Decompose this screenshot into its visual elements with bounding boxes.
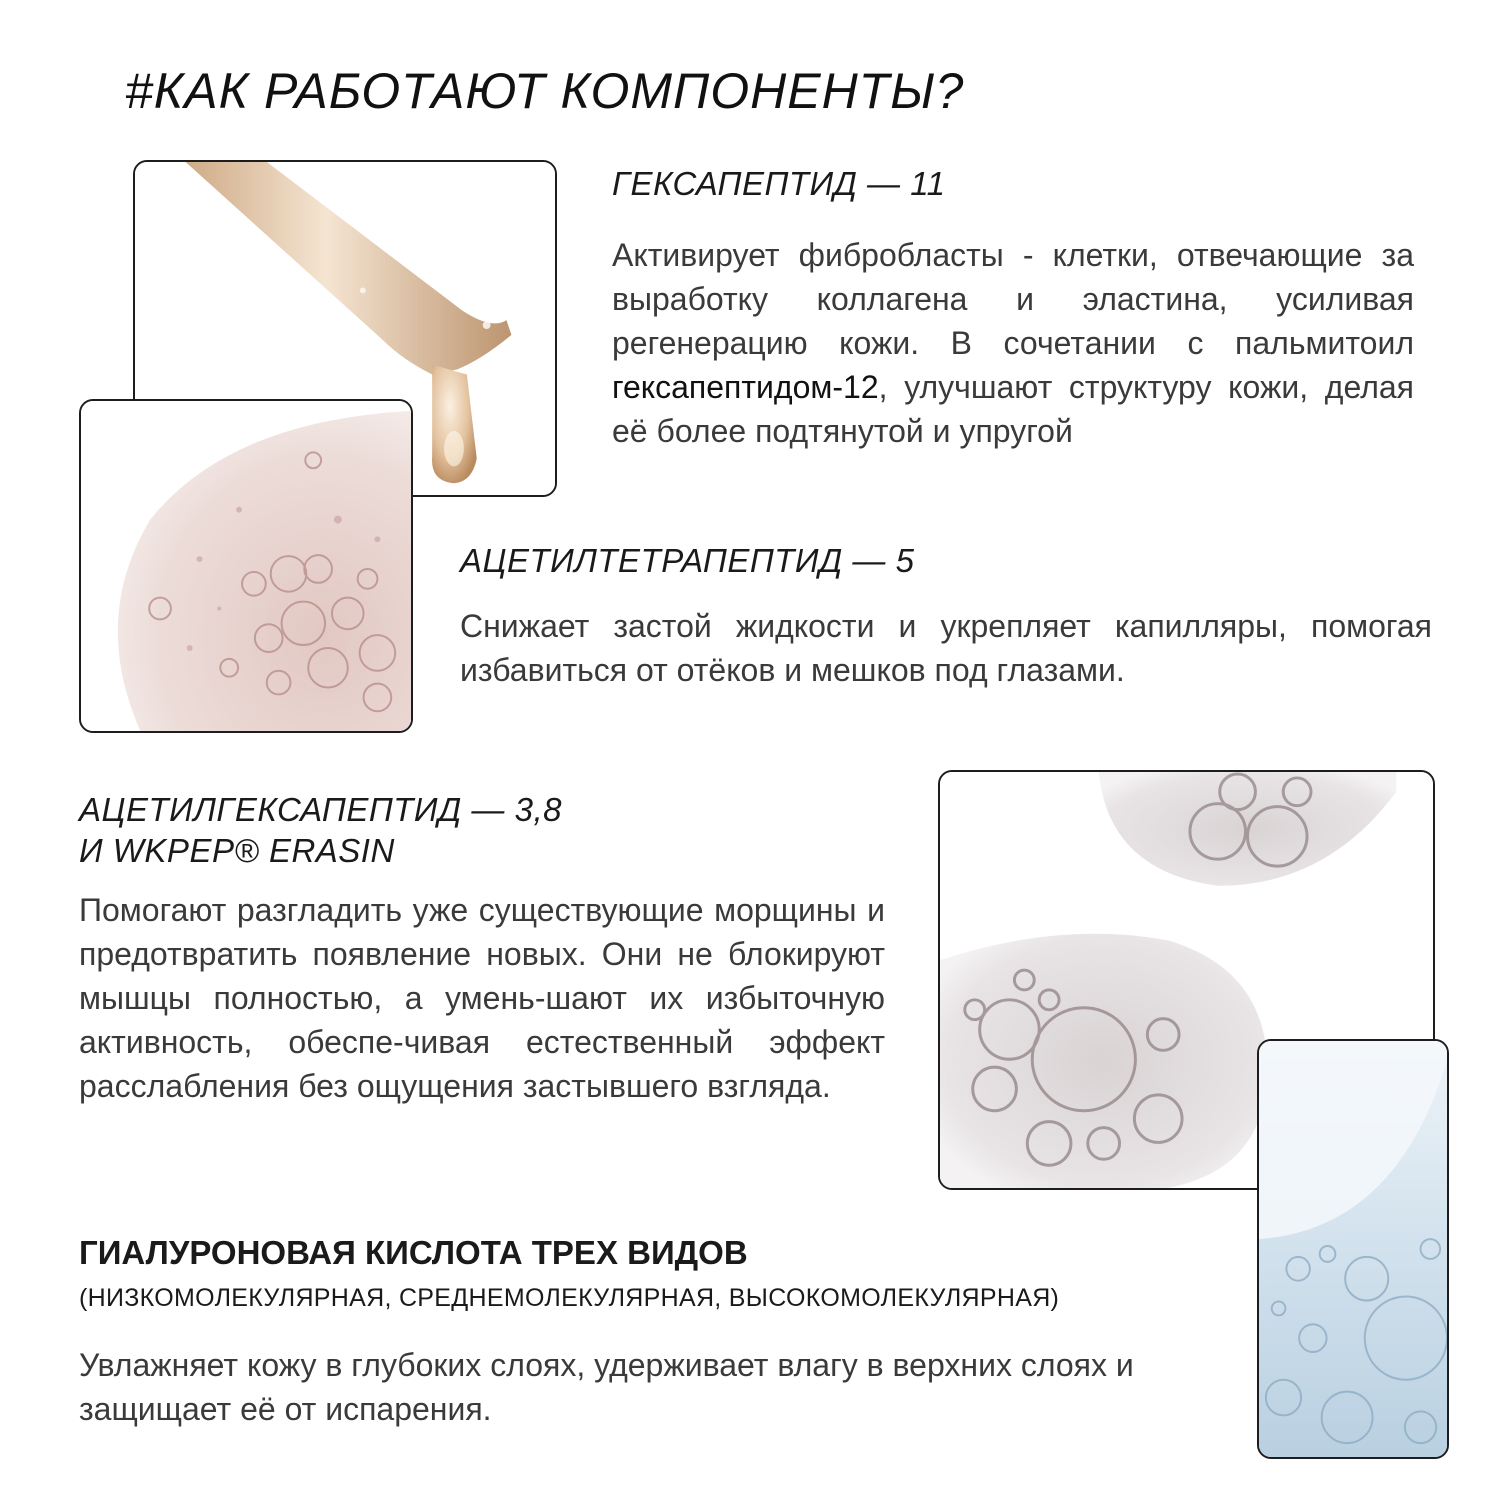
section-title-hyaluronic: ГИАЛУРОНОВАЯ КИСЛОТА ТРЕХ ВИДОВ (79, 1234, 748, 1271)
section-title-hexapeptide: ГЕКСАПЕПТИД — 11 (612, 165, 946, 202)
section-text-hexapeptide (612, 233, 1414, 453)
blue-bubble-water-image (1257, 1039, 1449, 1459)
section-text-acetylhexapeptide: Помогают разгладить уже существующие морщины и предотвратить появление новых. Они не блокируют мышцы полностью, а умень-шают их избыточную активность, обеспе-чивая естественный эффект расслабления без ощущения застывшего взгляда. (79, 892, 885, 1104)
text-part-3: , улучшают структуру кожи, делая её более подтянутой и упругой (612, 369, 1414, 449)
section-title-acetylhexapeptide (79, 789, 562, 871)
pink-bubble-gel-image (79, 399, 413, 733)
section-text-hyaluronic: Увлажняет кожу в глубоких слоях, удерживает влагу в верхних слоях и защищает её от испарения. (79, 1347, 1134, 1427)
text-highlight: гексапептидом-12 (612, 369, 879, 405)
section-title-line1: АЦЕТИЛГЕКСАПЕПТИД — 3,8 (79, 791, 562, 828)
text-part-1: Активирует фибробласты - клетки, отвечающие за выработку коллагена и эластина, усиливая регенерацию кожи. В сочетании с пальмитоил (612, 237, 1414, 361)
section-title-line2: И WKPEP® ERASIN (79, 832, 395, 869)
section-title-acetyltetrapeptide: АЦЕТИЛТЕТРАПЕПТИД — 5 (460, 542, 915, 579)
page-title: #КАК РАБОТАЮТ КОМПОНЕНТЫ? (125, 63, 965, 119)
section-text-acetyltetrapeptide: Снижает застой жидкости и укрепляет капилляры, помогая избавиться от отёков и мешков под глазами. (460, 608, 1432, 688)
section-subtitle-hyaluronic: (НИЗКОМОЛЕКУЛЯРНАЯ, СРЕДНЕМОЛЕКУЛЯРНАЯ, ВЫСОКОМОЛЕКУЛЯРНАЯ) (79, 1284, 1060, 1312)
